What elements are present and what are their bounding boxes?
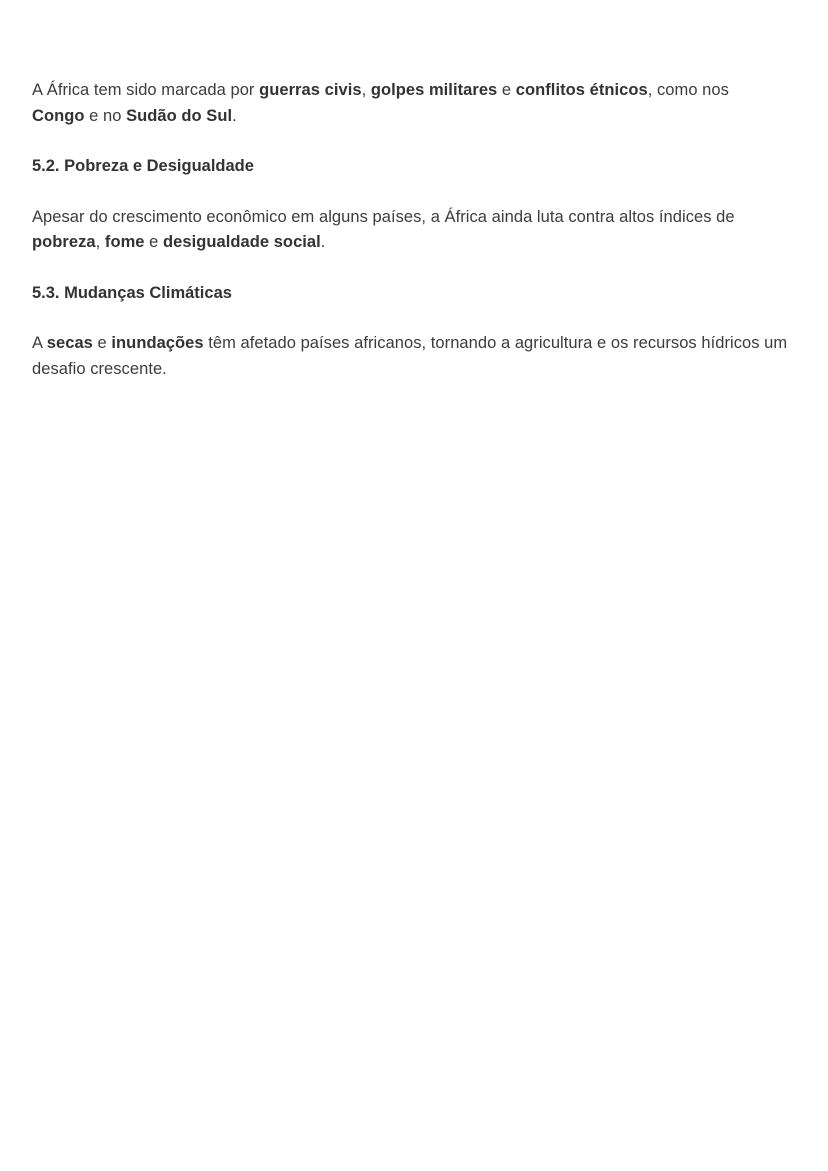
document-page — [32, 78, 802, 382]
bold-text: desigualdade social — [163, 233, 321, 251]
text-run: A África tem sido marcada por — [32, 81, 260, 99]
text-run: e — [497, 81, 516, 99]
bold-text: conflitos étnicos — [515, 81, 648, 99]
bold-text: Sudão do Sul — [126, 106, 233, 125]
text-run: têm afetado países africanos, tornando a agricultura e os recursos hídricos um desafio crescente. — [32, 334, 788, 378]
bold-text: inundações — [111, 334, 204, 352]
bold-text: secas — [46, 334, 93, 352]
text-run: , como nos — [647, 81, 729, 99]
text-run: e — [92, 334, 112, 352]
paragraph-climate — [32, 331, 802, 382]
bold-text: guerras civis — [259, 81, 362, 99]
text-run: . — [320, 233, 326, 251]
text-run: A — [32, 334, 47, 352]
section-heading-climate: 5.3. Mudanças Climáticas — [32, 283, 232, 302]
section-heading-poverty: 5.2. Pobreza e Desigualdade — [32, 157, 254, 175]
text-run: e no — [84, 106, 127, 125]
text-run: e — [144, 233, 164, 251]
paragraph-conflicts — [32, 78, 802, 129]
paragraph-poverty — [32, 205, 802, 256]
text-run: , — [95, 233, 105, 251]
bold-text: golpes militares — [370, 81, 498, 99]
bold-text: fome — [104, 233, 145, 251]
text-run: Apesar do crescimento econômico em alguns países, a África ainda luta contra altos índices de — [32, 207, 735, 226]
bold-text: Congo — [32, 106, 85, 125]
bold-text: pobreza — [32, 233, 96, 251]
text-run: , — [361, 81, 371, 99]
text-run: . — [232, 106, 237, 125]
